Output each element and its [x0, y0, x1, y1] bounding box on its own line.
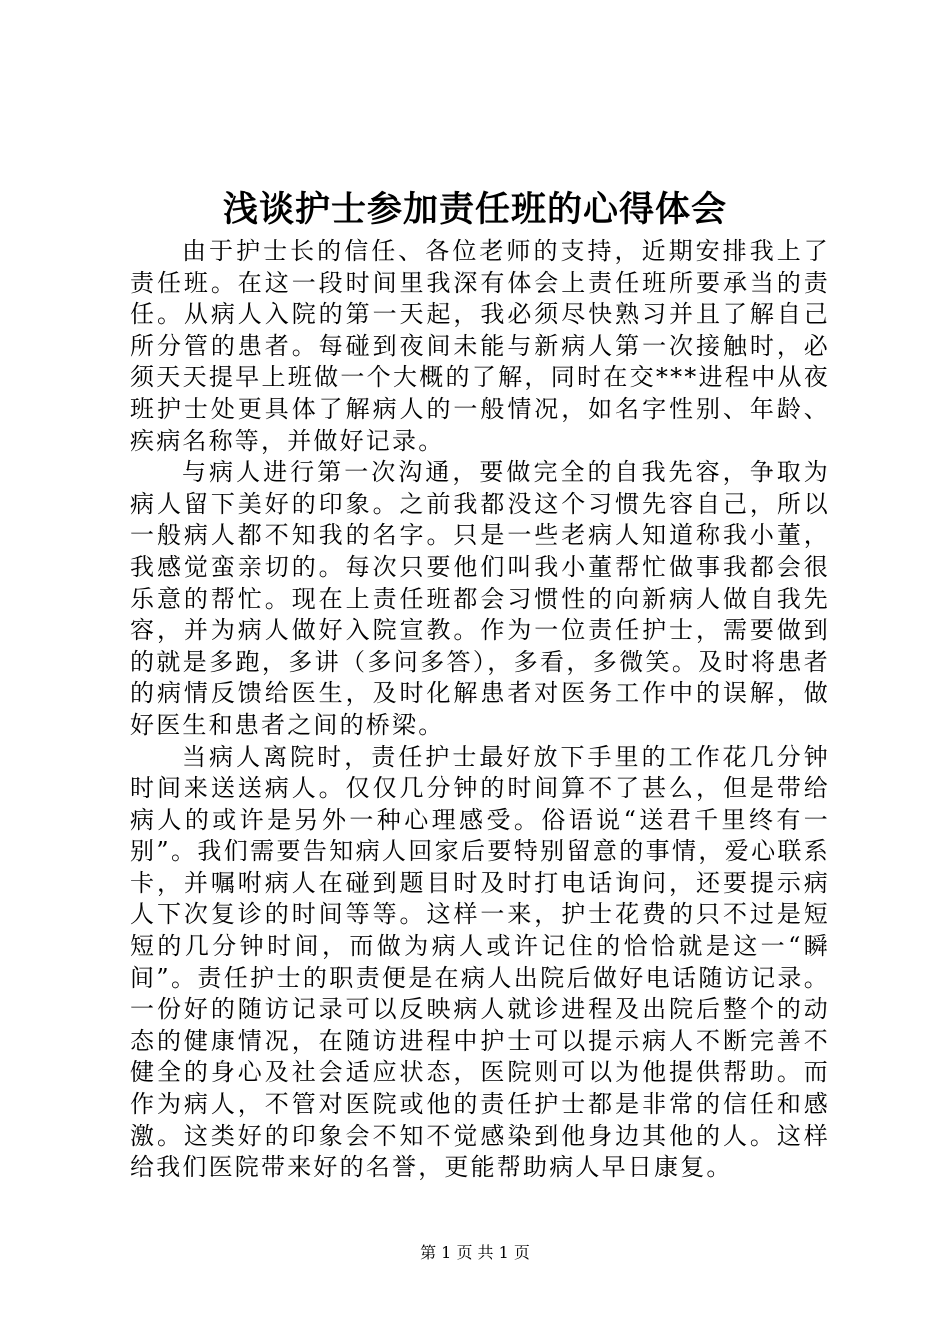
page-footer: 第 1 页 共 1 页: [420, 1243, 530, 1262]
document-body: [130, 236, 830, 1184]
paragraph: 与病人进行第一次沟通，要做完全的自我先容，争取为病人留下美好的印象。之前我都没这个习惯先容自己，所以一般病人都不知我的名字。只是一些老病人知道称我小董，我感觉蛮亲切的。每次只要他们叫我小董帮忙做事我都会很乐意的帮忙。现在上责任班都会习惯性的向新病人做自我先容，并为病人做好入院宣教。作为一位责任护士，需要做到的就是多跑，多讲（多问多答），多看，多微笑。及时将患者的病情反馈给医生，及时化解患者对医务工作中的误解，做好医生和患者之间的桥梁。: [130, 458, 830, 739]
paragraph: 由于护士长的信任、各位老师的支持，近期安排我上了责任班。在这一段时间里我深有体会上责任班所要承当的责任。从病人入院的第一天起，我必须尽快熟习并且了解自己所分管的患者。每碰到夜间未能与新病人第一次接触时，必须天天提早上班做一个大概的了解，同时在交***进程中从夜班护士处更具体了解病人的一般情况，如名字性别、年龄、疾病名称等，并做好记录。: [130, 237, 830, 455]
page-title: 浅谈护士参加责任班的心得体会: [222, 189, 727, 230]
paragraph: 当病人离院时，责任护士最好放下手里的工作花几分钟时间来送送病人。仅仅几分钟的时间算不了甚么，但是带给病人的或许是另外一种心理感受。俗语说“送君千里终有一别”。我们需要告知病人回家后要特别留意的事情，爱心联系卡，并嘱咐病人在碰到题目时及时打电话询问，还要提示病人下次复诊的时间等等。这样一来，护士花费的只不过是短短的几分钟时间，而做为病人或许记住的恰恰就是这一“瞬间”。责任护士的职责便是在病人出院后做好电话随访记录。一份好的随访记录可以反映病人就诊进程及出院后整个的动态的健康情况，在随访进程中护士可以提示病人不断完善不健全的身心及社会适应状态，医院则可以为他提供帮助。而作为病人，不管对医院或他的责任护士都是非常的信任和感激。这类好的印象会不知不觉感染到他身边其他的人。这样给我们医院带来好的名誉，更能帮助病人早日康复。: [130, 742, 830, 1182]
